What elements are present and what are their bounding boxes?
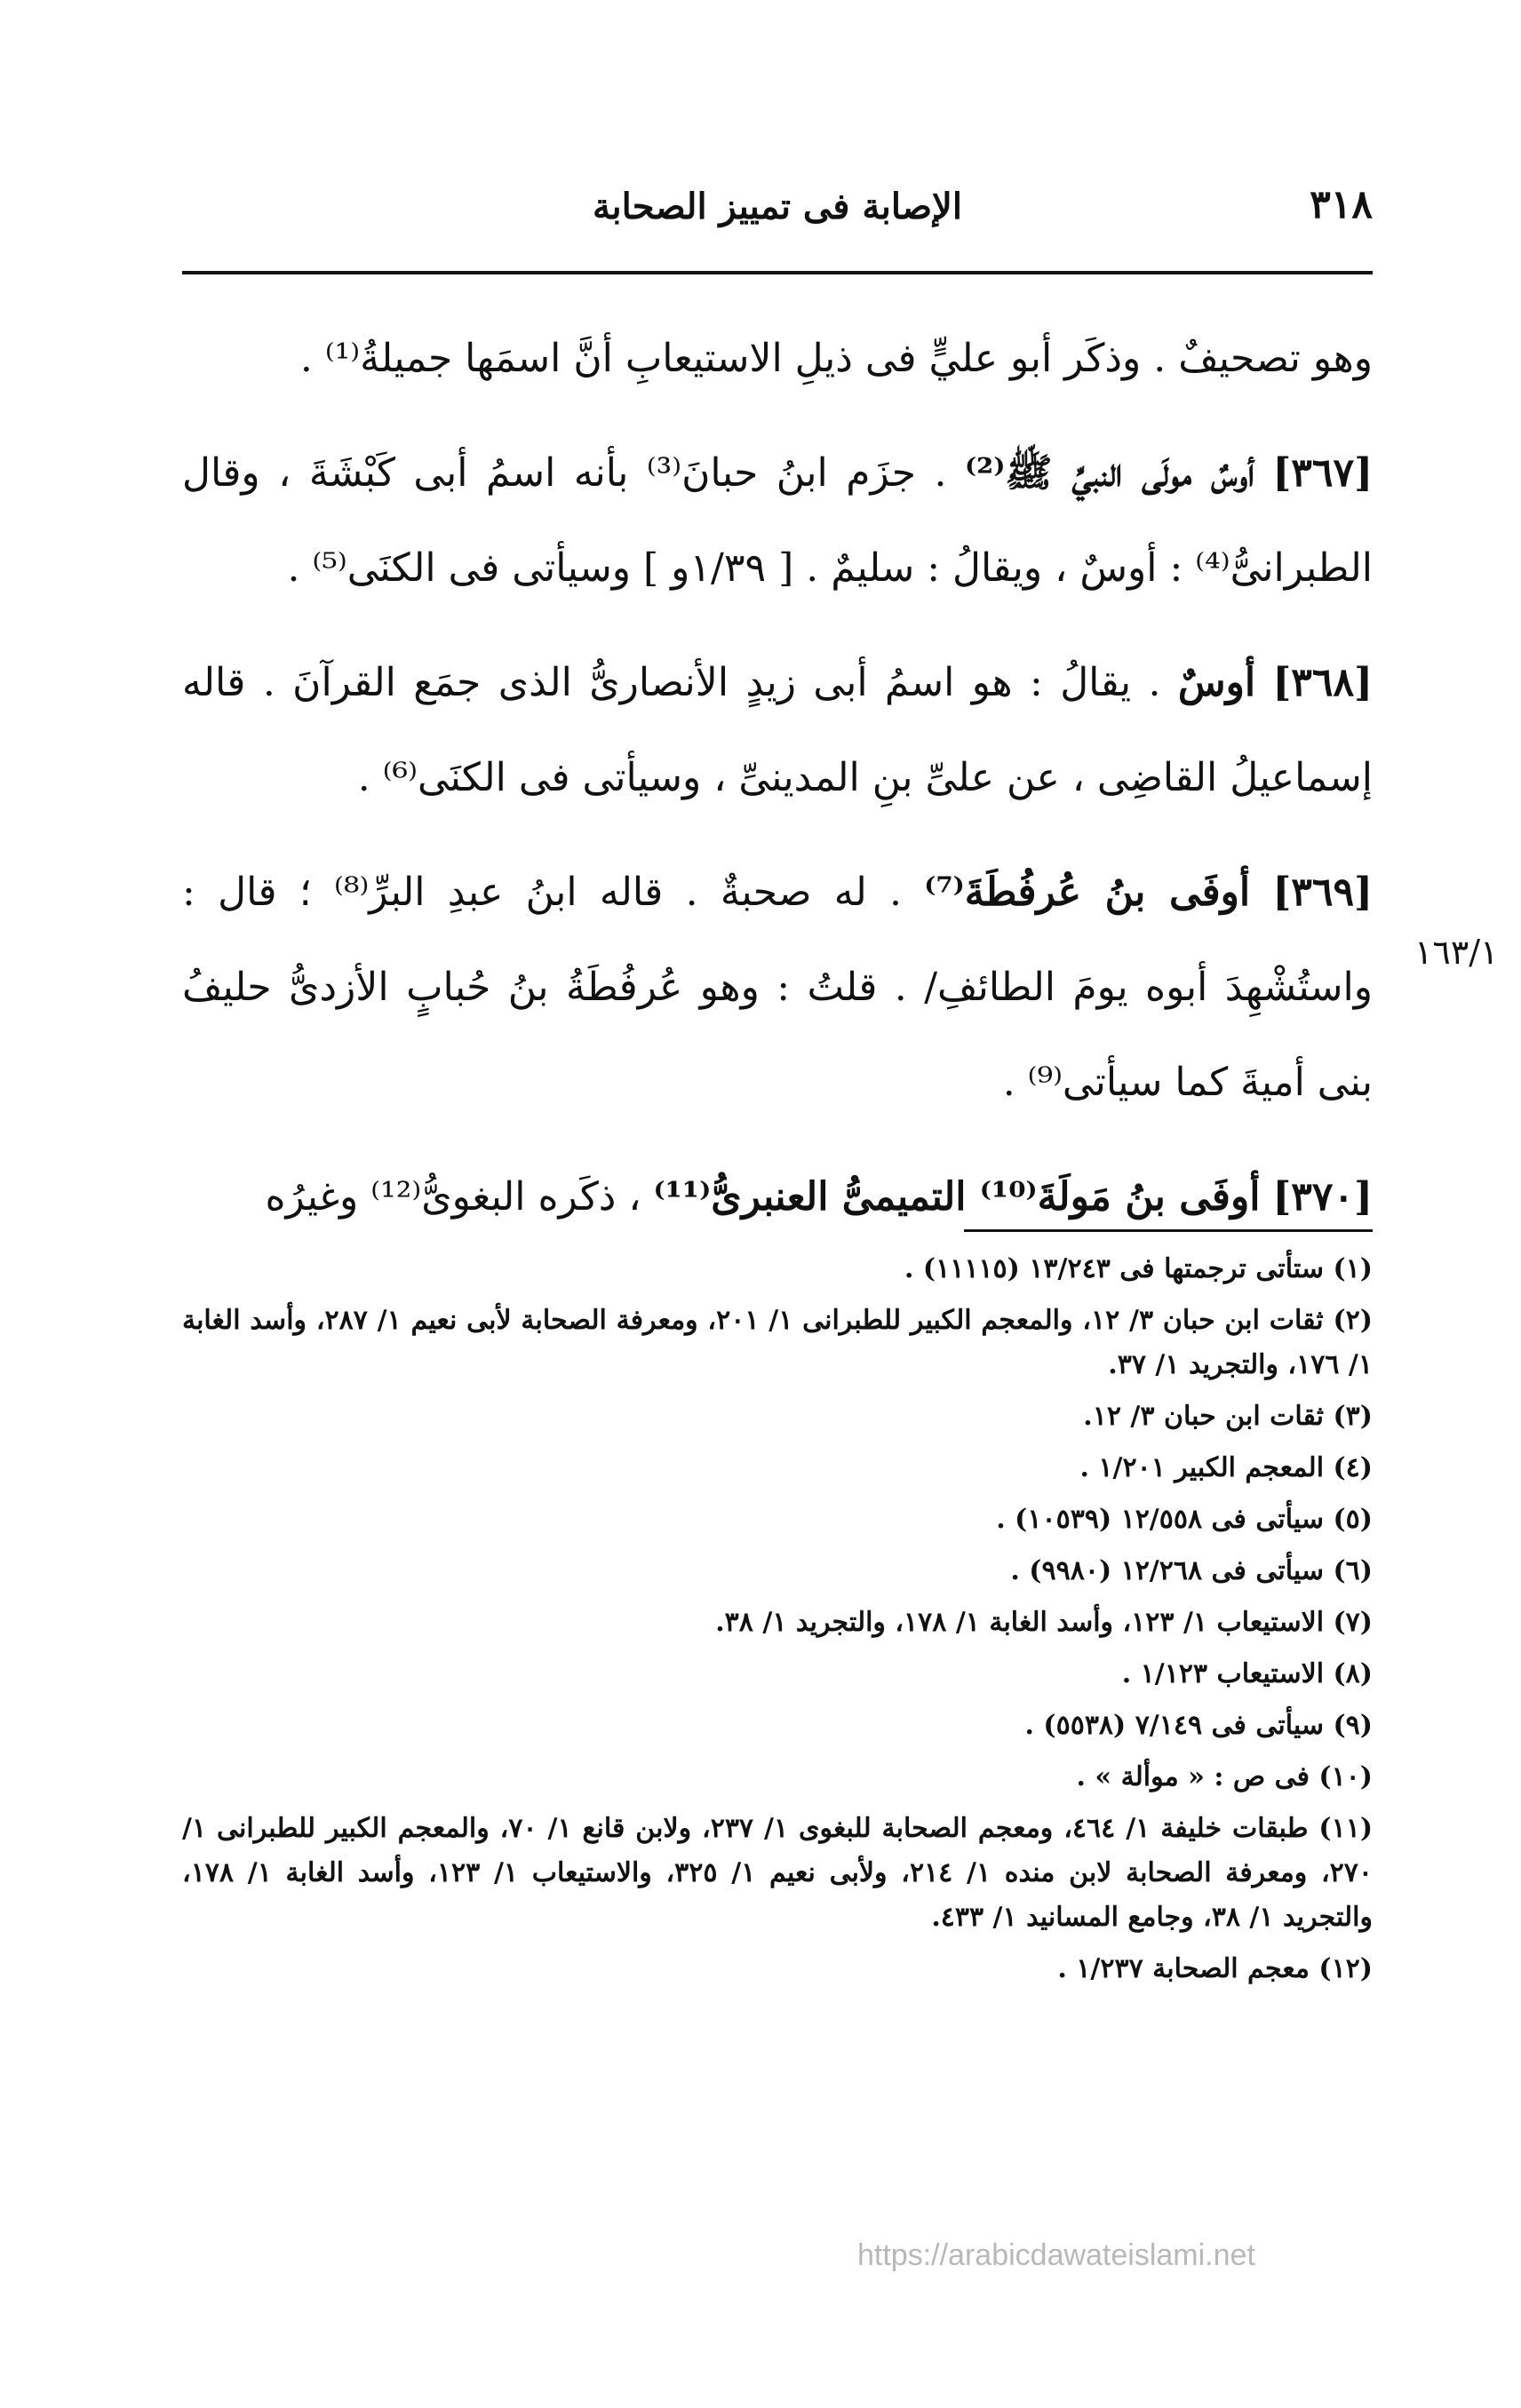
footnote: (١١) طبقات خليفة ١/ ٤٦٤، ومعجم الصحابة للبغوى ١/ ٢٣٧، ولابن قانع ١/ ٧٠، والمعجم الكبير للطبرانى ١/ ٢٧٠، ومعرفة الصحابة لابن منده ١/ ٢١٤، ولأبى نعيم ١/ ٣٢٥، والاستيعاب ١/ ١٢٣، وأسد الغابة ١/ ١٧٨، والتجريد ١/ ٣٨، وجامع المسانيد ١/ ٤٣٣. bbox=[182, 1813, 1374, 1933]
footnotes bbox=[182, 1247, 1373, 1991]
entry-367 bbox=[182, 425, 1373, 616]
watermark-url: https://arabicdawateislami.net bbox=[857, 2238, 1255, 2272]
margin-page-reference: ١٦٣/١ bbox=[1414, 933, 1499, 972]
footnote: (٦) سيأتى فى ١٢/٢٦٨ (٩٩٨٠) . bbox=[1010, 1555, 1373, 1586]
intro-paragraph: وهو تصحيفٌ . وذكَر أبو عليٍّ فى ذيلِ الاستيعابِ أنَّ اسمَها جميلةُ⁽¹⁾ . bbox=[299, 336, 1373, 381]
entry-name: أوفَى بنُ عُرفُطَةَ⁽⁷⁾ bbox=[924, 870, 1251, 915]
entry-text: . يقالُ : هو اسمُ أبى زيدٍ الأنصارىُّ الذى جمَع القرآنَ . قاله إسماعيلُ القاضِى ، عن علىِّ بنِ المدينىِّ ، وسيأتى فى الكنَى⁽⁶⁾ . bbox=[182, 660, 1373, 800]
header-divider bbox=[182, 271, 1373, 274]
footnote: (٧) الاستيعاب ١/ ١٢٣، وأسد الغابة ١/ ١٧٨، والتجريد ١/ ٣٨. bbox=[715, 1607, 1373, 1638]
footnote: (١٢) معجم الصحابة ١/٢٣٧ . bbox=[1057, 1953, 1373, 1984]
page-number: ٣١٨ bbox=[1310, 182, 1373, 227]
entry-text: . له صحبةٌ . قاله ابنُ عبدِ البرِّ⁽⁸⁾ ؛ قال : واستُشْهِدَ أبوه يومَ الطائفِ/ . قلتُ : وهو عُرفُطَةُ بنُ حُبابٍ الأزدىُّ حليفُ بنى أميةَ كما سيأتى⁽⁹⁾ . bbox=[182, 870, 1373, 1105]
entry-name: أوفَى بنُ مَولَةَ⁽¹⁰⁾ التميمىُّ العنبرىُّ⁽¹¹⁾ bbox=[653, 1174, 1261, 1220]
footnote: (٤) المعجم الكبير ١/٢٠١ . bbox=[1079, 1452, 1373, 1483]
entry-name: أوسٌ مولَى النبيِّ ﷺ⁽²⁾ bbox=[964, 450, 1254, 496]
entry-369 bbox=[182, 845, 1373, 1130]
entry-number: [٣٦٨] bbox=[1272, 660, 1373, 705]
running-title: الإصابة فى تمييز الصحابة bbox=[593, 186, 962, 227]
entry-text: ، ذكَره البغوىُّ⁽¹²⁾ وغيرُه bbox=[265, 1174, 641, 1220]
entry-name: أوسٌ bbox=[1177, 660, 1256, 705]
footnote: (٢) ثقات ابن حبان ٣/ ١٢، والمعجم الكبير للطبرانى ١/ ٢٠١، ومعرفة الصحابة لأبى نعيم ١/ ٢٨٧، وأسد الغابة ١/ ١٧٦، والتجريد ١/ ٣٧. bbox=[182, 1305, 1373, 1380]
main-text bbox=[182, 311, 1373, 1264]
footnote: (٩) سيأتى فى ٧/١٤٩ (٥٥٣٨) . bbox=[1024, 1710, 1373, 1741]
footnote: (٣) ثقات ابن حبان ٣/ ١٢. bbox=[1083, 1401, 1373, 1432]
page-header bbox=[182, 182, 1373, 244]
entry-368 bbox=[182, 635, 1373, 825]
entry-number: [٣٦٩] bbox=[1272, 870, 1373, 915]
footnote: (٥) سيأتى فى ١٢/٥٥٨ (١٠٥٣٩) . bbox=[996, 1504, 1373, 1535]
entry-number: [٣٧٠] bbox=[1272, 1174, 1373, 1220]
entry-text: . جزَم ابنُ حبانَ⁽³⁾ بأنه اسمُ أبى كَبْشَةَ ، وقال الطبرانىُّ⁽⁴⁾ : أوسٌ ، ويقالُ : سليمٌ . [ ١/٣٩و ] وسيأتى فى الكنَى⁽⁵⁾ . bbox=[182, 450, 1373, 591]
footnote: (٨) الاستيعاب ١/١٢٣ . bbox=[1121, 1658, 1373, 1689]
footnote: (١٠) فى ص : « موألة » . bbox=[1076, 1761, 1373, 1792]
entry-number: [٣٦٧] bbox=[1272, 450, 1374, 496]
footnote-divider bbox=[964, 1229, 1373, 1232]
footnote: (١) ستأتى ترجمتها فى ١٣/٢٤٣ (١١١١٥) . bbox=[904, 1253, 1373, 1284]
